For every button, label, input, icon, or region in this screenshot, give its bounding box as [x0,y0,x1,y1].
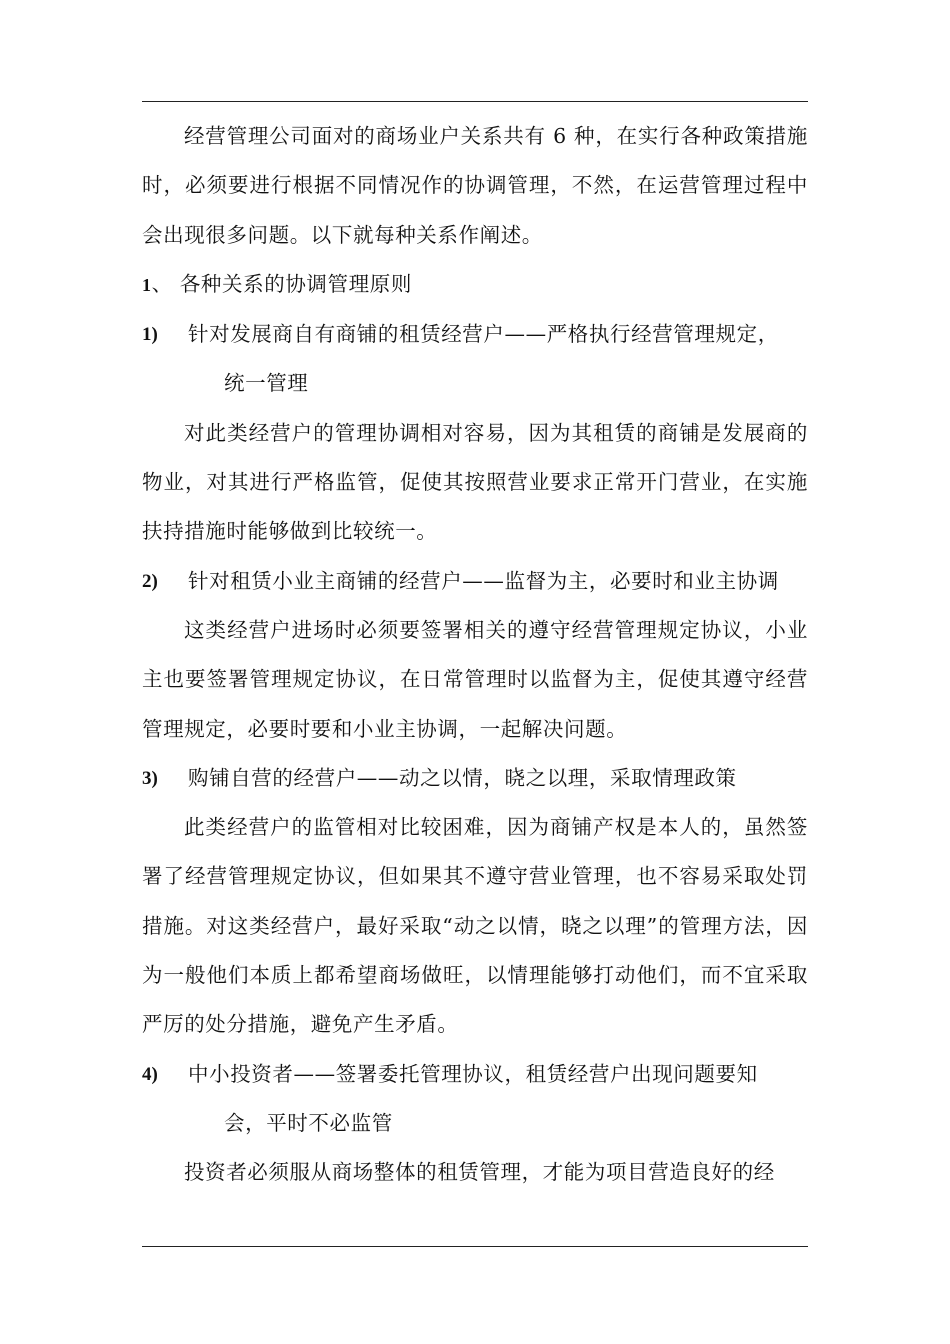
list-item-1 [142,310,808,409]
section-title: 、 各种关系的协调管理原则 [151,271,412,296]
header-rule [142,101,808,102]
item-number: 4) [142,1063,158,1085]
page-body [142,112,808,1198]
item-heading-line1: 购铺自营的经营户——动之以情，晓之以理，采取情理政策 [188,765,737,790]
item-heading [188,310,808,409]
item-heading-line1: 针对租赁小业主商铺的经营户——监督为主，必要时和业主协调 [188,568,779,593]
item-body: 投资者必须服从商场整体的租赁管理，才能为项目营造良好的经 [184,1160,775,1185]
item-body: 对此类经营户的管理协调相对容易，因为其租赁的商铺是发展商的物业，对其进行严格监管，促使其按照营业要求正常开门营业，在实施扶持措施时能够做到比较统一。 [142,420,808,544]
item-heading-line2: 统一管理 [224,371,309,396]
item-number: 3) [142,767,158,789]
item-heading [188,557,808,606]
item-heading-line1: 针对发展商自有商铺的租赁经营户——严格执行经营管理规定， [188,322,779,347]
section-heading [142,260,808,310]
footer-rule [142,1246,808,1247]
item-body: 这类经营户进场时必须要签署相关的遵守经营管理规定协议，小业主也要签署管理规定协议，在日常管理时以监督为主，促使其遵守经营管理规定，必要时要和小业主协调，一起解决问题。 [142,617,808,741]
item-heading-line1: 中小投资者——签署委托管理协议，租赁经营户出现问题要知 [188,1061,758,1086]
intro-paragraph: 经营管理公司面对的商场业户关系共有 6 种，在实行各种政策措施时，必须要进行根据不同情况作的协调管理，不然，在运营管理过程中会出现很多问题。以下就每种关系作阐述。 [142,124,808,247]
list-item-3 [142,754,808,803]
item-number: 1) [142,324,158,346]
list-item-4 [142,1050,808,1149]
item-heading-line2: 会，平时不必监管 [224,1110,393,1135]
item-heading [188,754,808,803]
item-heading [188,1050,808,1149]
item-body: 此类经营户的监管相对比较困难，因为商铺产权是本人的，虽然签署了经营管理规定协议，但如果其不遵守营业管理，也不容易采取处罚措施。对这类经营户，最好采取“动之以情，晓之以理”的管理方法，因为一般他们本质上都希望商场做旺，以情理能够打动他们，而不宜采取严厉的处分措施，避免产生矛盾。 [142,815,808,1037]
item-number: 2) [142,570,158,592]
list-item-2 [142,557,808,606]
section-number: 1 [142,274,152,295]
